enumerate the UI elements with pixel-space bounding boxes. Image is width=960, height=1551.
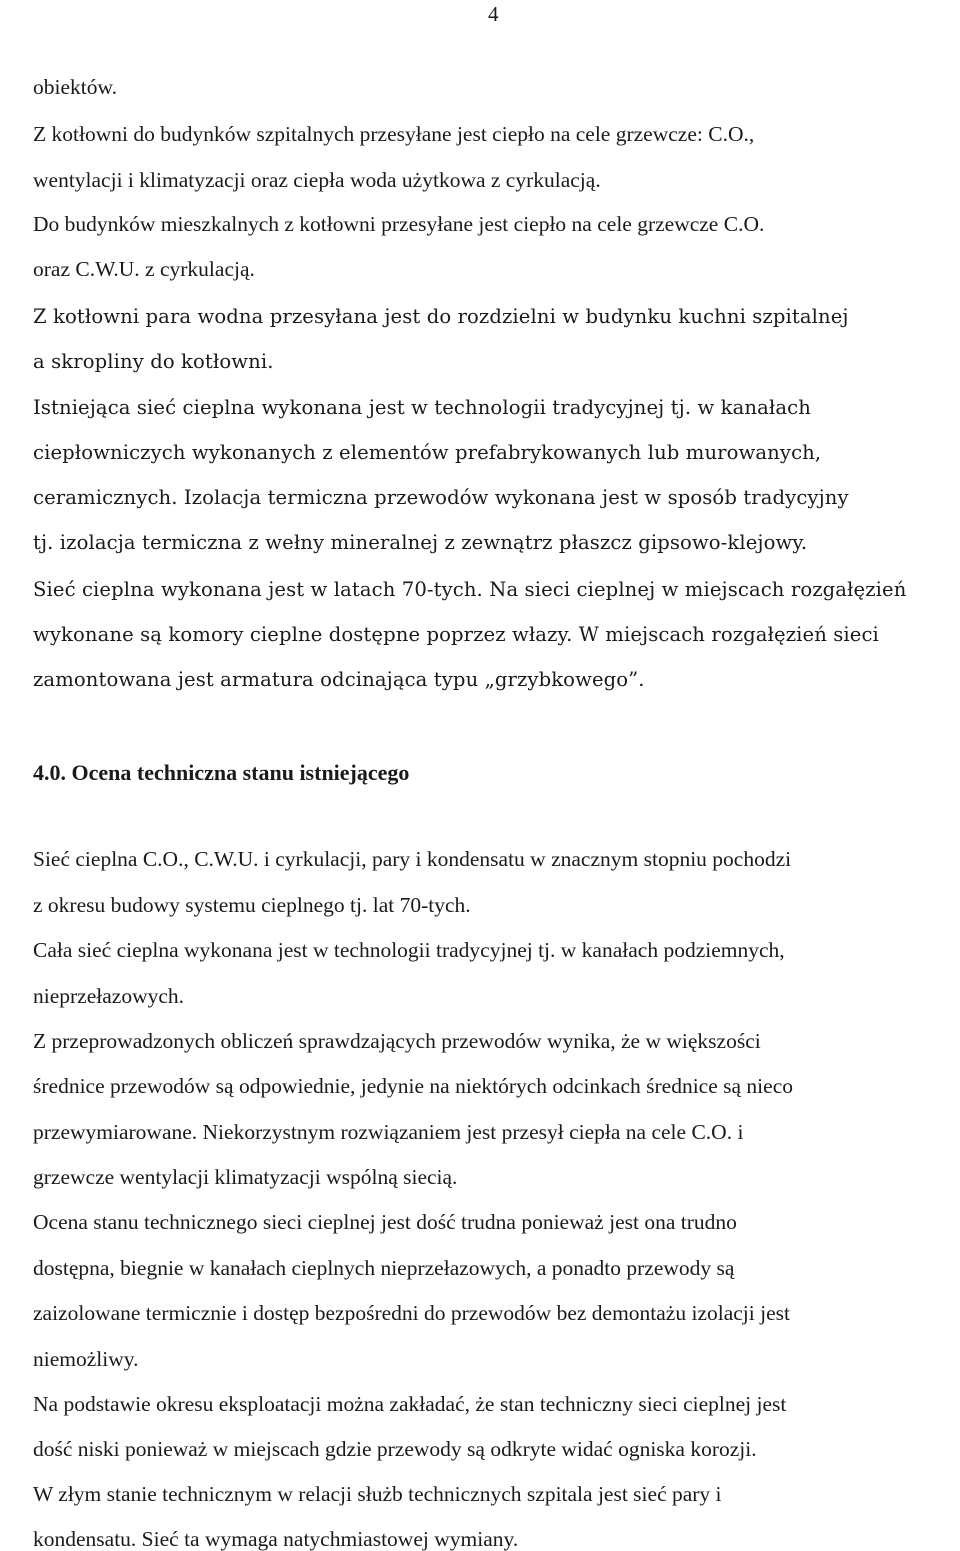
paragraph-line: obiektów. (33, 75, 117, 99)
section-heading: 4.0. Ocena techniczna stanu istniejącego (33, 760, 410, 785)
paragraph-line: Sieć cieplna wykonana jest w latach 70-tych. Na sieci cieplnej w miejscach rozgałęzień (33, 578, 907, 601)
paragraph-line: Ocena stanu technicznego sieci cieplnej jest dość trudna ponieważ jest ona trudno (33, 1210, 737, 1234)
paragraph-line: kondensatu. Sieć ta wymaga natychmiastowej wymiany. (33, 1527, 519, 1551)
paragraph-line: Istniejąca sieć cieplna wykonana jest w technologii tradycyjnej tj. w kanałach (33, 396, 811, 419)
paragraph-line: Z kotłowni para wodna przesyłana jest do rozdzielni w budynku kuchni szpitalnej (33, 305, 849, 328)
paragraph-line: zaizolowane termicznie i dostęp bezpośredni do przewodów bez demontażu izolacji jest (33, 1301, 790, 1325)
paragraph-line: nieprzełazowych. (33, 984, 185, 1008)
paragraph-line: W złym stanie technicznym w relacji służb technicznych szpitala jest sieć pary i (33, 1482, 722, 1506)
paragraph-line: niemożliwy. (33, 1347, 139, 1371)
paragraph-line: ciepłowniczych wykonanych z elementów prefabrykowanych lub murowanych, (33, 441, 822, 464)
paragraph-line: zamontowana jest armatura odcinająca typu „grzybkowego”. (33, 668, 645, 691)
paragraph-line: Sieć cieplna C.O., C.W.U. i cyrkulacji, pary i kondensatu w znacznym stopniu pochodzi (33, 847, 792, 871)
paragraph-line: Na podstawie okresu eksploatacji można zakładać, że stan techniczny sieci cieplnej jest (33, 1392, 787, 1416)
paragraph-line: z okresu budowy systemu cieplnego tj. lat 70-tych. (33, 893, 471, 917)
paragraph-line: dostępna, biegnie w kanałach cieplnych nieprzełazowych, a ponadto przewody są (33, 1256, 735, 1280)
page-number: 4 (488, 2, 499, 26)
paragraph-line: grzewcze wentylacji klimatyzacji wspólną siecią. (33, 1165, 458, 1189)
paragraph-line: a skropliny do kotłowni. (33, 350, 274, 373)
paragraph-line: wykonane są komory cieplne dostępne poprzez włazy. W miejscach rozgałęzień sieci (33, 623, 879, 646)
paragraph-line: Do budynków mieszkalnych z kotłowni przesyłane jest ciepło na cele grzewcze C.O. (33, 212, 765, 236)
paragraph-line: tj. izolacja termiczna z wełny mineralnej z zewnątrz płaszcz gipsowo-klejowy. (33, 531, 808, 554)
paragraph-line: średnice przewodów są odpowiednie, jedynie na niektórych odcinkach średnice są nieco (33, 1074, 793, 1098)
paragraph-line: Cała sieć cieplna wykonana jest w technologii tradycyjnej tj. w kanałach podziemnych, (33, 938, 785, 962)
paragraph-line: Z kotłowni do budynków szpitalnych przesyłane jest ciepło na cele grzewcze: C.O., (33, 122, 755, 146)
paragraph-line: dość niski ponieważ w miejscach gdzie przewody są odkryte widać ogniska korozji. (33, 1437, 757, 1461)
paragraph-line: wentylacji i klimatyzacji oraz ciepła woda użytkowa z cyrkulacją. (33, 168, 601, 192)
paragraph-line: przewymiarowane. Niekorzystnym rozwiązaniem jest przesył ciepła na cele C.O. i (33, 1120, 744, 1144)
paragraph-line: Z przeprowadzonych obliczeń sprawdzających przewodów wynika, że w większości (33, 1029, 761, 1053)
paragraph-line: ceramicznych. Izolacja termiczna przewodów wykonana jest w sposób tradycyjny (33, 486, 849, 509)
paragraph-line: oraz C.W.U. z cyrkulacją. (33, 257, 255, 281)
